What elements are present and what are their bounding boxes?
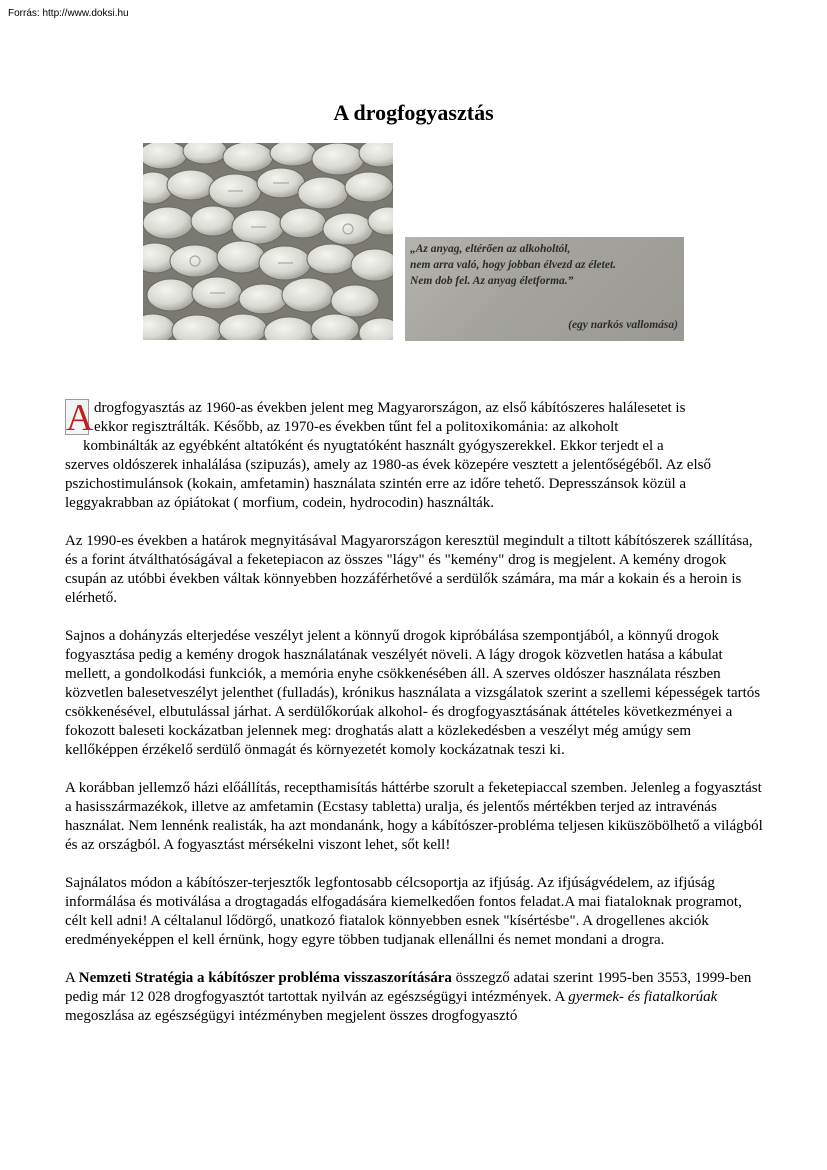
- paragraph-6-text-c: megoszlása az egészségügyi intézményben megjelent összes drogfogyasztó: [65, 1008, 518, 1024]
- paragraph-6: [65, 969, 763, 1026]
- source-url: Forrás: http://www.doksi.hu: [8, 8, 129, 19]
- paragraph-6-text-a: A: [65, 970, 79, 986]
- paragraph-2: Az 1990-es években a határok megnyitásával Magyarországon keresztül megindult a tiltott kábítószerek szállítása, és a forint átválthatóságával a feketepiacon az összes "lágy" és "kemény" drog is megjelent. A kemény drogok csupán az utóbbi években váltak könnyebben hozzáférhetővé a serdülők számára, ma már a kokain és a heroin is elérhető.: [65, 533, 753, 606]
- quote-box: [405, 237, 684, 341]
- paragraph-1-line-2: ekkor regisztrálták. Később, az 1970-es években tűnt fel a politoxikománia: az alkoholt: [94, 419, 619, 435]
- quote-attribution: (egy narkós vallomása): [568, 319, 678, 331]
- strategy-title: Nemzeti Stratégia a kábítószer probléma visszaszorítására: [78, 970, 452, 986]
- drop-cap-letter: A: [66, 397, 94, 439]
- paragraph-1-rest: szerves oldószerek inhalálása (szipuzás), amely az 1980-as évek közepére vesztett a jelentőségéből. Az első pszichostimulánsok (kokain, amfetamin) használata szintén erre az időre tehető. Depresszánsok közül a leggyakrabban az ópiátokat ( morfium, codein, hydrocodin) használták.: [65, 457, 711, 511]
- paragraph-1-line-3: kombinálták az egyébként altatóként és nyugtatóként használt gyógyszerekkel. Ekkor terjedt el a: [83, 438, 664, 454]
- paragraph-6-text-b: összegző adatai szerint 1995-ben 3553, 1999-ben pedig már 12 028 drogfogyasztót tartottak nyilván az egészségügyi intézmények. A: [65, 970, 752, 1005]
- quote-line: „Az anyag, eltérően az alkoholtól,: [410, 243, 571, 255]
- page-title: A drogfogyasztás: [333, 100, 494, 125]
- pills-photo: [143, 143, 393, 340]
- quote-line: Nem dob fel. Az anyag életforma.”: [410, 275, 574, 287]
- paragraph-5: Sajnálatos módon a kábítószer-terjesztők legfontosabb célcsoportja az ifjúság. Az ifjúságvédelem, az ifjúság informálása és motiválása a drogtagadás elfogadására kiemelkedően fontos feladat.A mai fiataloknak programot, célt kell adni! A céltalanul lődörgő, unatkozó fiatalok könnyebben esnek "kísértésbe". A drogellenes akciók eredményeképpen el kell érnünk, hogy egyre többen tudjanak ellenállni és nemet mondani a drogra.: [65, 875, 742, 948]
- paragraph-3: Sajnos a dohányzás elterjedése veszélyt jelent a könnyű drogok kipróbálása szempontjából, a könnyű drogok fogyasztása pedig a kemény drogok használatának veszélyét növeli. A lágy drogok közvetlen hatása a kábulat mellett, a gondolkodási funkciók, a memória enyhe csökkenésében áll. A szerves oldószer használata részben közvetlen balesetveszélyt jelenthet (fulladás), krónikus használata a vizsgálatok szerint a szellemi képességek tartós csökkenésével, elbutulással járhat. A serdülőkorúak alkohol- és drogfogyasztásának áttételes következményei a fokozott baleseti kockázatban jelennek meg: droghatás alatt a közlekedésben a veszélyt még amúgy sem kellőképpen érzékelő serdülő önmagát és környezetét komoly kockázatnak teszi ki.: [65, 628, 761, 758]
- article-body: [65, 399, 763, 1045]
- paragraph-1: [65, 399, 763, 513]
- age-group-term: gyermek- és fiatalkorúak: [568, 989, 718, 1005]
- paragraph-1-line-1: drogfogyasztás az 1960-as években jelent meg Magyarországon, az első kábítószeres halálesetet is: [94, 400, 686, 416]
- paragraph-4: A korábban jellemző házi előállítás, recepthamisítás háttérbe szorult a feketepiaccal szemben. Jelenleg a fogyasztást a hasisszármazékok, illetve az amfetamin (Ecstasy tabletta) uralja, és jelentős mértékben terjed az intravénás használat. Nem lennénk realisták, ha azt mondanánk, hogy a kábítószer-probléma teljesen kiküszöbölhető a világból és az országból. A fogyasztást mérsékelni viszont lehet, sőt kell!: [65, 780, 763, 853]
- quote-line: nem arra való, hogy jobban élvezd az életet.: [410, 259, 617, 271]
